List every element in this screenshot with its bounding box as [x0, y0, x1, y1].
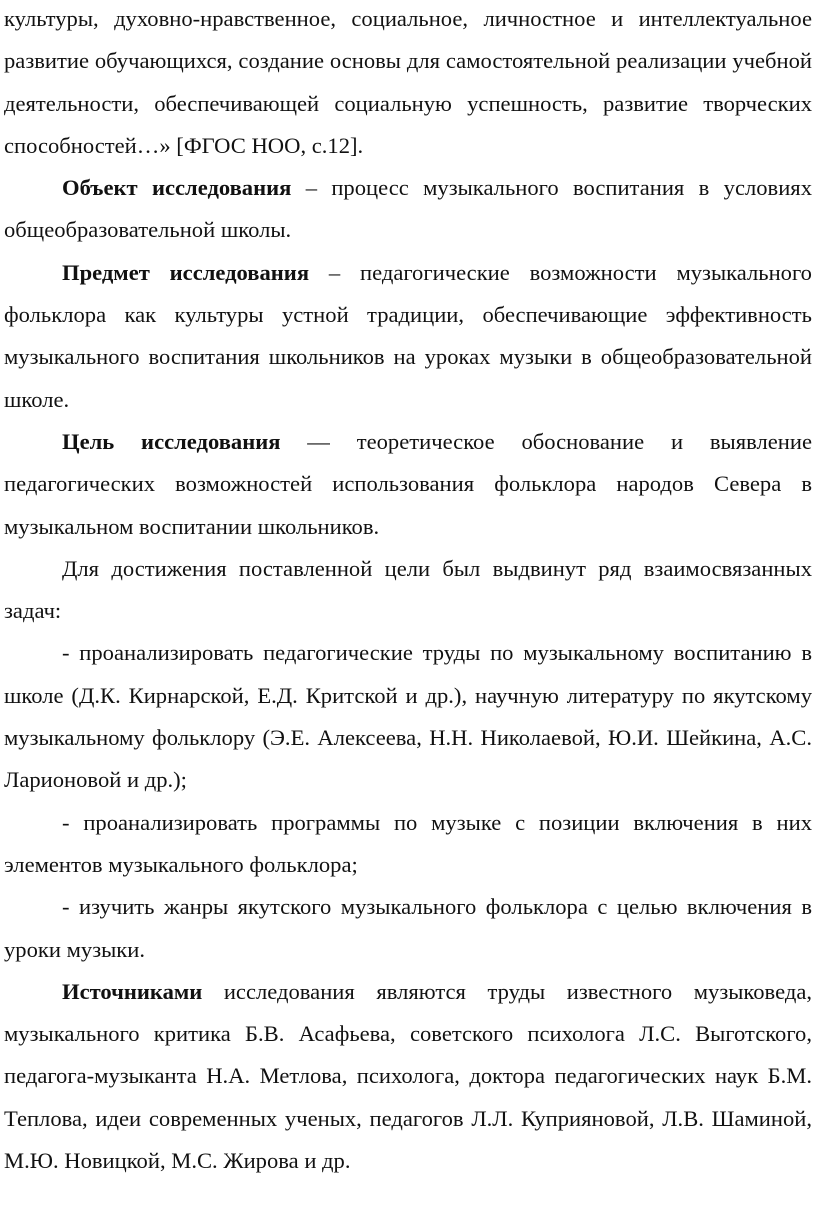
paragraph-text: – процесс музыкального воспитания в условиях общеобразовательной школы.	[4, 175, 812, 243]
paragraph-intro-continuation	[4, 0, 812, 167]
paragraph-term: Источниками	[62, 978, 203, 1004]
paragraph-text: — теоретическое обоснование и выявление педагогических возможностей использования фольклора народов Севера в музыкальном воспитании школьников.	[4, 428, 812, 539]
paragraph-term: Объект исследования	[62, 175, 292, 201]
paragraph-task-3	[4, 886, 812, 971]
paragraph-task-1	[4, 632, 812, 801]
paragraph-text: – педагогические возможности музыкального фольклора как культуры устной традиции, обеспечивающие эффективность музыкального воспитания школьников на уроках музыки в общеобразовательной школе.	[4, 259, 812, 412]
paragraph-text: культуры, духовно-нравственное, социальное, личностное и интеллектуальное развитие обучающихся, создание основы для самостоятельной реализации учебной деятельности, обеспечивающей социальную успешность, развитие творческих способностей…» [ФГОС НОО, с.12].	[4, 6, 812, 158]
paragraph-research-subject	[4, 252, 812, 421]
document-page	[4, 0, 812, 1182]
paragraph-text: - проанализировать педагогические труды по музыкальному воспитанию в школе (Д.К. Кирнарской, Е.Д. Критской и др.), научную литературу по якутскому музыкальному фольклору (Э.Е. Алексеева, Н.Н. Николаевой, Ю.И. Шейкина, А.С. Ларионовой и др.);	[4, 640, 812, 793]
paragraph-tasks-intro	[4, 548, 812, 633]
paragraph-term: Предмет исследования	[62, 259, 310, 285]
paragraph-sources	[4, 971, 812, 1182]
paragraph-research-goal	[4, 421, 812, 548]
paragraph-text: - изучить жанры якутского музыкального фольклора с целью включения в уроки музыки.	[4, 894, 812, 962]
paragraph-text: - проанализировать программы по музыке с позиции включения в них элементов музыкального фольклора;	[4, 809, 812, 877]
paragraph-research-object	[4, 167, 812, 252]
paragraph-task-2	[4, 802, 812, 887]
paragraph-text: Для достижения поставленной цели был выдвинут ряд взаимосвязанных задач:	[4, 555, 812, 624]
paragraph-text: исследования являются труды известного музыковеда, музыкального критика Б.В. Асафьева, советского психолога Л.С. Выготского, педагога-музыканта Н.А. Метлова, психолога, доктора педагогических наук Б.М. Теплова, идеи современных ученых, педагогов Л.Л. Куприяновой, Л.В. Шаминой, М.Ю. Новицкой, М.С. Жирова и др.	[4, 978, 812, 1174]
paragraph-term: Цель исследования	[62, 428, 281, 454]
